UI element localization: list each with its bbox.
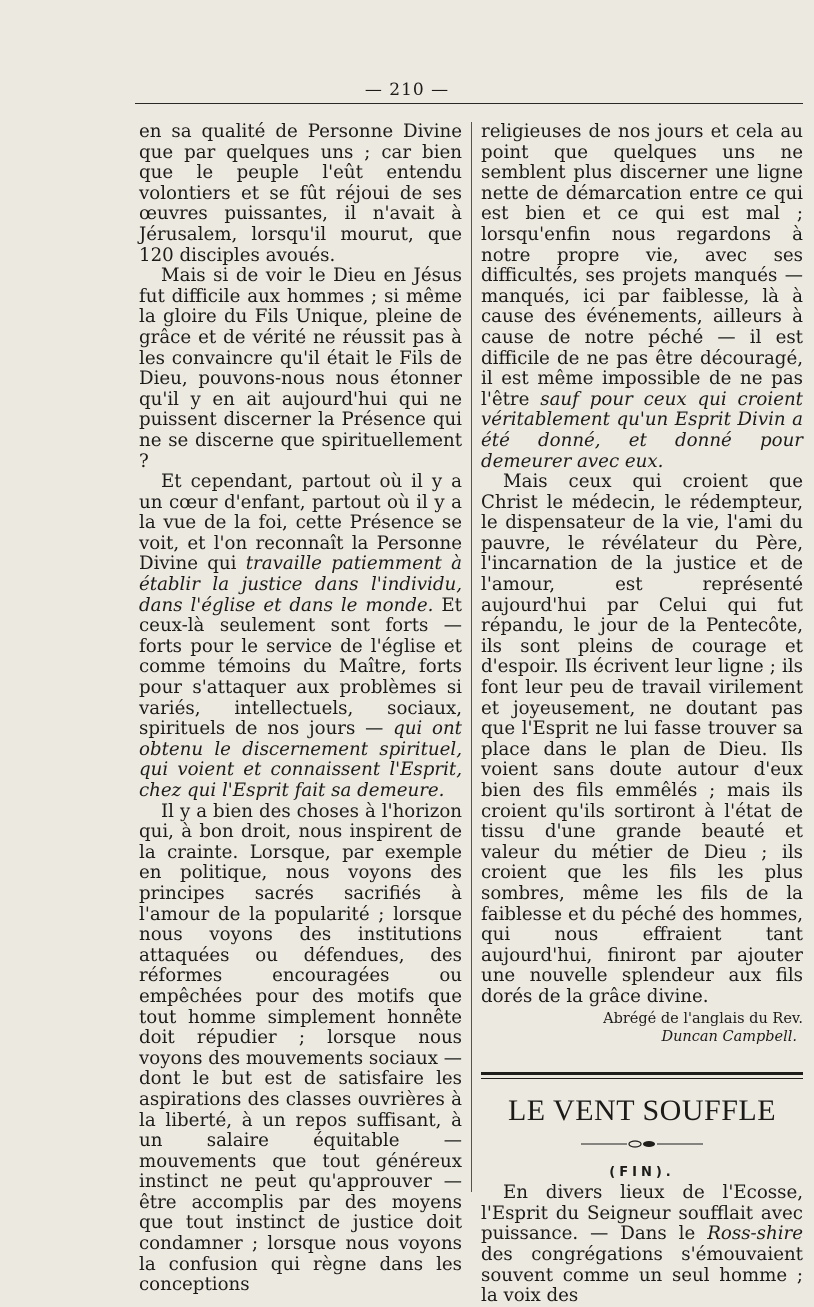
column-divider <box>471 122 472 1192</box>
text-run: des congrégations s'émouvaient souvent comme un seul homme ; la voix des <box>481 1243 803 1307</box>
italic-text: Ross-shire <box>707 1223 803 1245</box>
paragraph <box>481 1183 803 1307</box>
ornament-divider <box>481 1139 803 1149</box>
text-run: En divers lieux de l'Ecosse, l'Esprit du Seigneur soufflait avec puissance. — Dans le <box>481 1182 803 1245</box>
paragraph <box>139 472 462 802</box>
text-run: Et ceux-là seulement sont forts — forts pour le service de l'église et comme témoins du Maître, forts pour s'attaquer aux problèmes si variés, intellectuels, sociaux, spirituels de nos jours — <box>139 594 462 740</box>
paragraph <box>481 122 803 472</box>
section-title: LE VENT SOUFFLE <box>507 1093 777 1127</box>
attribution-author: Duncan Campbell. <box>661 1028 797 1045</box>
paragraph: en sa qualité de Personne Divine que par quelques uns ; car bien que le peuple l'eût entendu volontiers et se fût réjoui de ses œuvres puissantes, il n'avait à Jérusalem, lorsqu'il mourut, que 120 disciples avoués. <box>139 121 462 266</box>
paragraph: Il y a bien des choses à l'horizon qui, à bon droit, nous inspirent de la crainte. Lorsque, par exemple en politique, nous voyons des principes sacrés sacrifiés à l'amour de la popularité ; lorsque nous voyons des institutions attaquées ou défendues, des réformes encouragées ou empêchées pour des motifs que tout homme simplement honnête doit répudier ; lorsque nous voyons des mouvements sociaux — dont le but est de satisfaire les aspirations des classes ouvrières à la liberté, à un repos suffisant, à un salaire équitable — mouvements que tout généreux instinct ne peut qu'approuver — être accomplis par des moyens que tout instinct de justice doit condamner ; lorsque nous voyons la confusion qui règne dans les conceptions <box>139 800 462 1296</box>
section-rule-thin <box>481 1078 803 1079</box>
left-column <box>139 122 462 1296</box>
text-run: religieuses de nos jours et cela au point que quelques uns ne semblent plus discerner une ligne nette de démarcation entre ce qui est bien et ce qui est mal ; lorsqu'enfin nous regardons à notre propre vie, avec ses difficultés, ses projets manqués — manqués, ici par faiblesse, là à cause des événements, ailleurs à cause de notre péché — il est difficile de ne pas être découragé, il est même impossible de ne pas l'être <box>481 121 803 410</box>
page-number: — 210 — <box>364 80 450 100</box>
italic-text: qui ont obtenu le discernement spirituel, qui voient et connaissent l'Esprit, chez qui l'Esprit fait sa demeure. <box>139 718 462 801</box>
fin-label: (FIN). <box>609 1164 675 1180</box>
paragraph: Mais ceux qui croient que Christ le médecin, le rédempteur, le dispensateur de la vie, l'ami du pauvre, le révélateur du Père, l'incarnation de la justice et de l'amour, est représenté aujourd'hui par Celui qui fut répandu, le jour de la Pentecôte, ils sont pleins de courage et d'espoir. Ils écrivent leur ligne ; ils font leur peu de travail virilement et joyeusement, ne doutant pas que l'Esprit ne lui fasse trouver sa place dans le plan de Dieu. Ils voient sans doute autour d'eux bien des fils emmêlés ; mais ils croient qu'ils sortiront à l'état de tissu d'une grande beauté et valeur du métier de Dieu ; ils croient que les fils les plus sombres, même les fils de la faiblesse et du péché des hommes, qui nous effraient tant aujourd'hui, finiront par ajouter une nouvelle splendeur aux fils dorés de la grâce divine. <box>481 471 803 1007</box>
paragraph: Mais si de voir le Dieu en Jésus fut difficile aux hommes ; si même la gloire du Fils Unique, pleine de grâce et de vérité ne réussit pas à les convaincre qu'il était le Fils de Dieu, pouvons-nous nous étonner qu'il y en ait aujourd'hui qui ne puissent discerner la Présence qui ne se discerne que spirituellement ? <box>139 265 462 472</box>
ornament-icon <box>577 1139 707 1149</box>
attribution <box>481 1010 803 1046</box>
italic-text: travaille patiemment à établir la justice dans l'individu, dans l'église et dans le monde. <box>139 553 462 616</box>
header-rule <box>135 103 803 104</box>
italic-text: sauf pour ceux qui croient véritablement qu'un Esprit Divin a été donné, et donné pour demeurer avec eux. <box>481 388 803 472</box>
attribution-line: Abrégé de l'anglais du Rev. <box>603 1010 803 1027</box>
right-column <box>481 122 803 1307</box>
section-rule-thick <box>481 1072 803 1075</box>
text-run: Et cependant, partout où il y a un cœur d'enfant, partout où il y a la vue de la foi, cette Présence se voit, et l'on reconnaît la Personne Divine qui <box>139 471 462 575</box>
